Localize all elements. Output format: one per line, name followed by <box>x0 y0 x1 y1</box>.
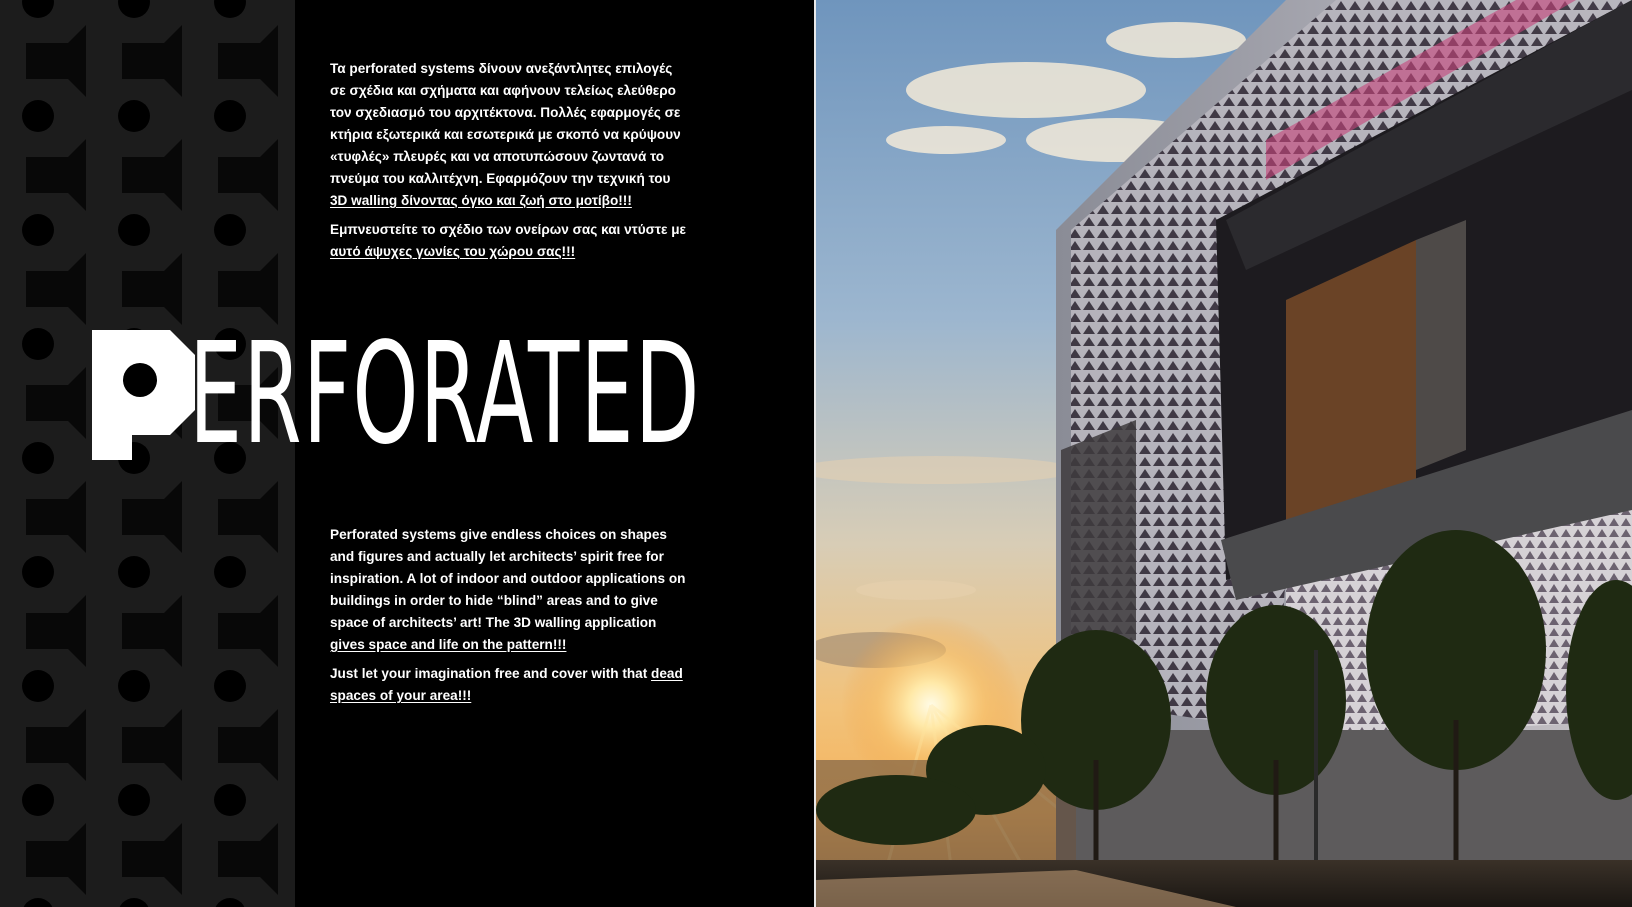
english-paragraph-1-text: Perforated systems give endless choices on shapes and figures and actually let architects’ spirit free for inspiration. A lot of indoor and outdoor applications on buildings in order to hide “blind” areas and to give space of architects’ art! The 3D walling application <box>330 527 686 630</box>
english-paragraph-1-underlined: gives space and life on the pattern!!! <box>330 637 567 652</box>
greek-description <box>330 58 690 270</box>
building-photo <box>816 0 1632 907</box>
english-paragraph-2-text: Just let your imagination free and cover with that <box>330 666 652 681</box>
english-paragraph-2-underlined: dead spaces of your area!!! <box>330 666 683 703</box>
greek-paragraph-2-underlined: αυτό άψυχες γωνίες του χώρου σας!!! <box>330 244 576 259</box>
greek-paragraph-1-text: Τα perforated systems δίνουν ανεξάντλητες επιλογές σε σχέδια και σχήματα και αφήνουν τελείως ελεύθερο τον σχεδιασμό του αρχιτέκτονα. Πολλές εφαρμογές σε κτήρια εξωτερικά και εσωτερικά με σκοπό να κρύψουν «τυφλές» πλευρές και να αποτυπώσουν ζωντανά το πνεύμα του καλλιτέχνη. Εφαρμόζουν την τεχνική του <box>330 61 681 186</box>
right-page-photo <box>816 0 1632 907</box>
p-logo-icon <box>92 330 195 460</box>
english-paragraph-2 <box>330 663 690 707</box>
greek-paragraph-1 <box>330 58 690 212</box>
greek-paragraph-2-text: Εμπνευστείτε το σχέδιο των ονείρων σας και ντύστε με <box>330 222 687 237</box>
title-rest: ERFORATED <box>189 313 701 476</box>
perforated-title <box>92 313 814 476</box>
greek-paragraph-1-underlined: 3D walling δίνοντας όγκο και ζωή στο μοτίβο!!! <box>330 193 632 208</box>
english-description <box>330 524 690 714</box>
english-paragraph-1 <box>330 524 690 656</box>
left-page <box>0 0 814 907</box>
greek-paragraph-2 <box>330 219 690 263</box>
